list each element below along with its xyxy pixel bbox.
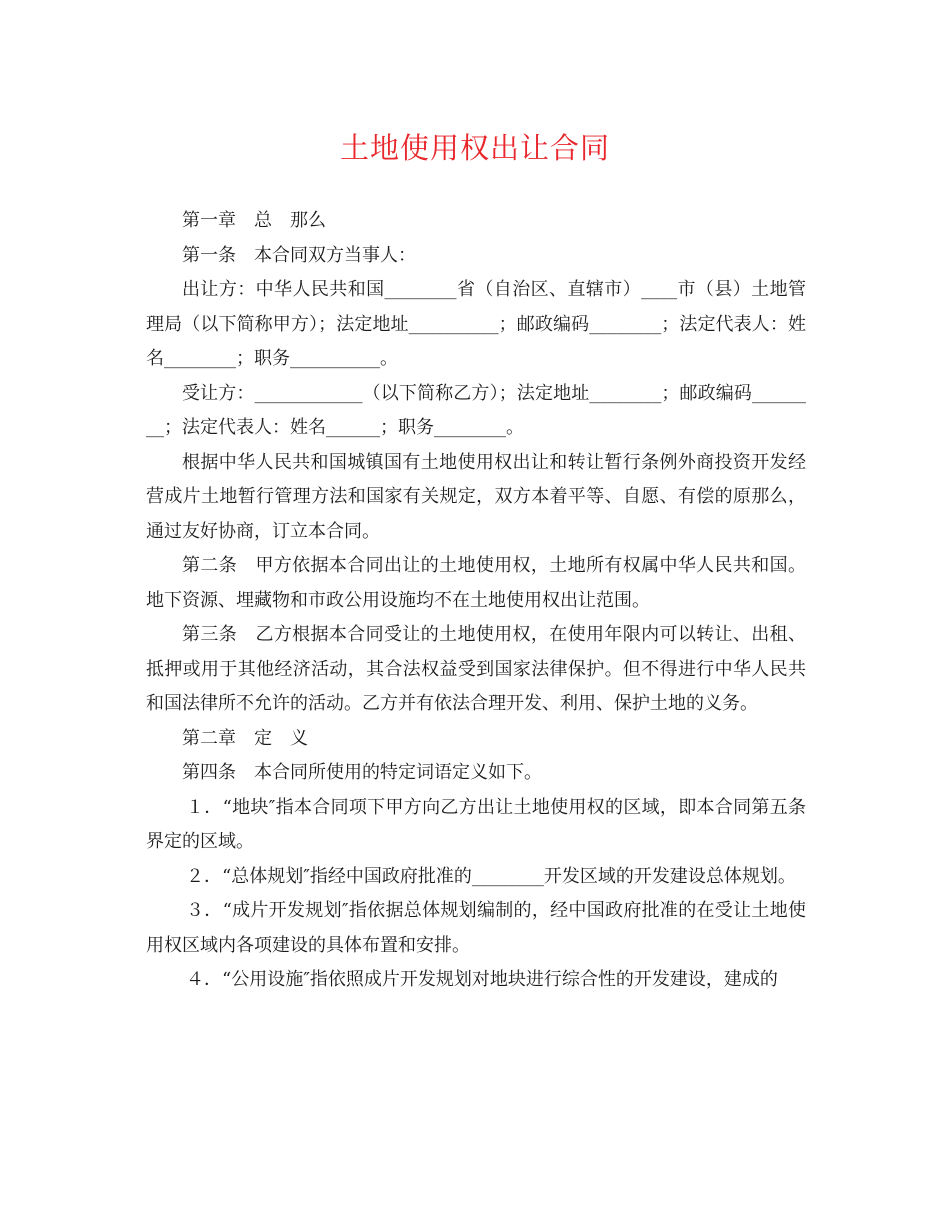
article-1-heading: 第一条 本合同双方当事人： xyxy=(182,244,416,266)
definition-item-1: １．“地块″指本合同项下甲方向乙方出让土地使用权的区域，即本合同第五条界定的区域。 xyxy=(146,796,806,852)
definition-item-2: ２．“总体规划″指经中国政府批准的________开发区域的开发建设总体规划。 xyxy=(186,865,796,887)
transferor-clause: 出让方：中华人民共和国________省（自治区、直辖市）____市（县）土地管理局（以下简称甲方）；法定地址__________；邮政编码________；法定代表人：姓名________；职务__________。 xyxy=(146,279,806,369)
legal-basis-paragraph: 根据中华人民共和国城镇国有土地使用权出让和转让暂行条例外商投资开发经营成片土地暂行管理方法和国家有关规定，双方本着平等、自愿、有偿的原那么，通过友好协商，订立本合同。 xyxy=(146,451,806,542)
article-2-paragraph: 第二条 甲方依据本合同出让的土地使用权，土地所有权属中华人民共和国。地下资源、埋藏物和市政公用设施均不在土地使用权出让范围。 xyxy=(146,555,806,611)
document-title: 土地使用权出让合同 xyxy=(339,131,610,165)
article-4-paragraph: 第四条 本合同所使用的特定词语定义如下。 xyxy=(182,762,542,783)
article-3-paragraph: 第三条 乙方根据本合同受让的土地使用权，在使用年限内可以转让、出租、抵押或用于其他经济活动，其合法权益受到国家法律保护。但不得进行中华人民共和国法律所不允许的活动。乙方并有依法合理开发、利用、保护土地的义务。 xyxy=(146,624,806,714)
chapter-2-heading: 第二章 定 义 xyxy=(182,727,308,749)
definition-item-3: ３．“成片开发规划″指依据总体规划编制的，经中国政府批准的在受让土地使用权区域内各项建设的具体布置和安排。 xyxy=(146,900,806,956)
transferee-clause: 受让方：____________（以下简称乙方）；法定地址________；邮政编码________；法定代表人：姓名______；职务________。 xyxy=(146,382,806,438)
definition-item-4: ４．“公用设施″指依照成片开发规划对地块进行综合性的开发建设，建成的 xyxy=(186,969,778,990)
chapter-1-heading: 第一章 总 那么 xyxy=(182,210,326,231)
document-body xyxy=(146,204,806,998)
